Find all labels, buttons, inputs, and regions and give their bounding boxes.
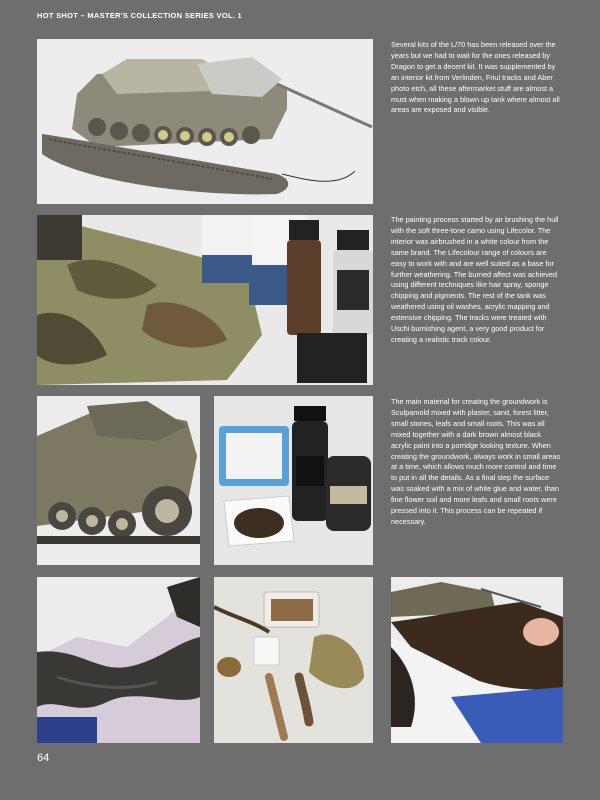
photo-tank-on-groundwork (391, 577, 563, 743)
photo-groundwork-materials (214, 396, 373, 565)
photo-roots-and-foliage (214, 577, 373, 743)
paragraph-groundwork: The main material for creating the groundwork is Sculpamold mixed with plaster, sand, forest litter, small stones, leafs and small roots. This was all mixed together with a dark brown almost black acrylic paint into a porridge looking texture. When creating the groundwork, always work in small areas at a time, which allows much more control and time to put in all the details. As a final step the surface was soaked with a mix of white glue and water, than fine flower soil and more leafs and small roots were pressed into it. This process can be repeated if necessary. (391, 397, 561, 526)
photo-groundwork-base (37, 577, 200, 743)
photo-tank-closeup (37, 396, 200, 565)
page-number: 64 (37, 752, 50, 764)
photo-tank-hull-with-tracks (37, 39, 373, 204)
paragraph-painting: The painting process started by air brushing the hull with the soft three-tone camo using Lifecolor. The interior was airbrushed in a white colour from the same brand. The Lifecolour range of colours are easy to work with and are well suited as a base for further weathering. The burned affect was achieved using different techniques like hair spray, sponge chipping and pigments. The rest of the tank was weathered using oil washes, acrylic mapping and extensive chipping. The tracks were treated with Uschi burnishing agent, a very good product for creating a realistic track colour. (391, 215, 559, 344)
paragraph-kits: Several kits of the L/70 has been released over the years but we had to wait for the ones released by Dragon to get a decent kit. It was supplemented by an interior kit from Verlinden, Friul tracks and Aber photo etch, all these aftermarket stuff are almost a must when making a blown up tank where almost all areas are exposed and visible. (391, 40, 560, 115)
running-header: HOT SHOT – MASTER'S COLLECTION SERIES VOL. 1 (37, 11, 243, 20)
photo-painted-hull-with-paints (37, 215, 373, 385)
